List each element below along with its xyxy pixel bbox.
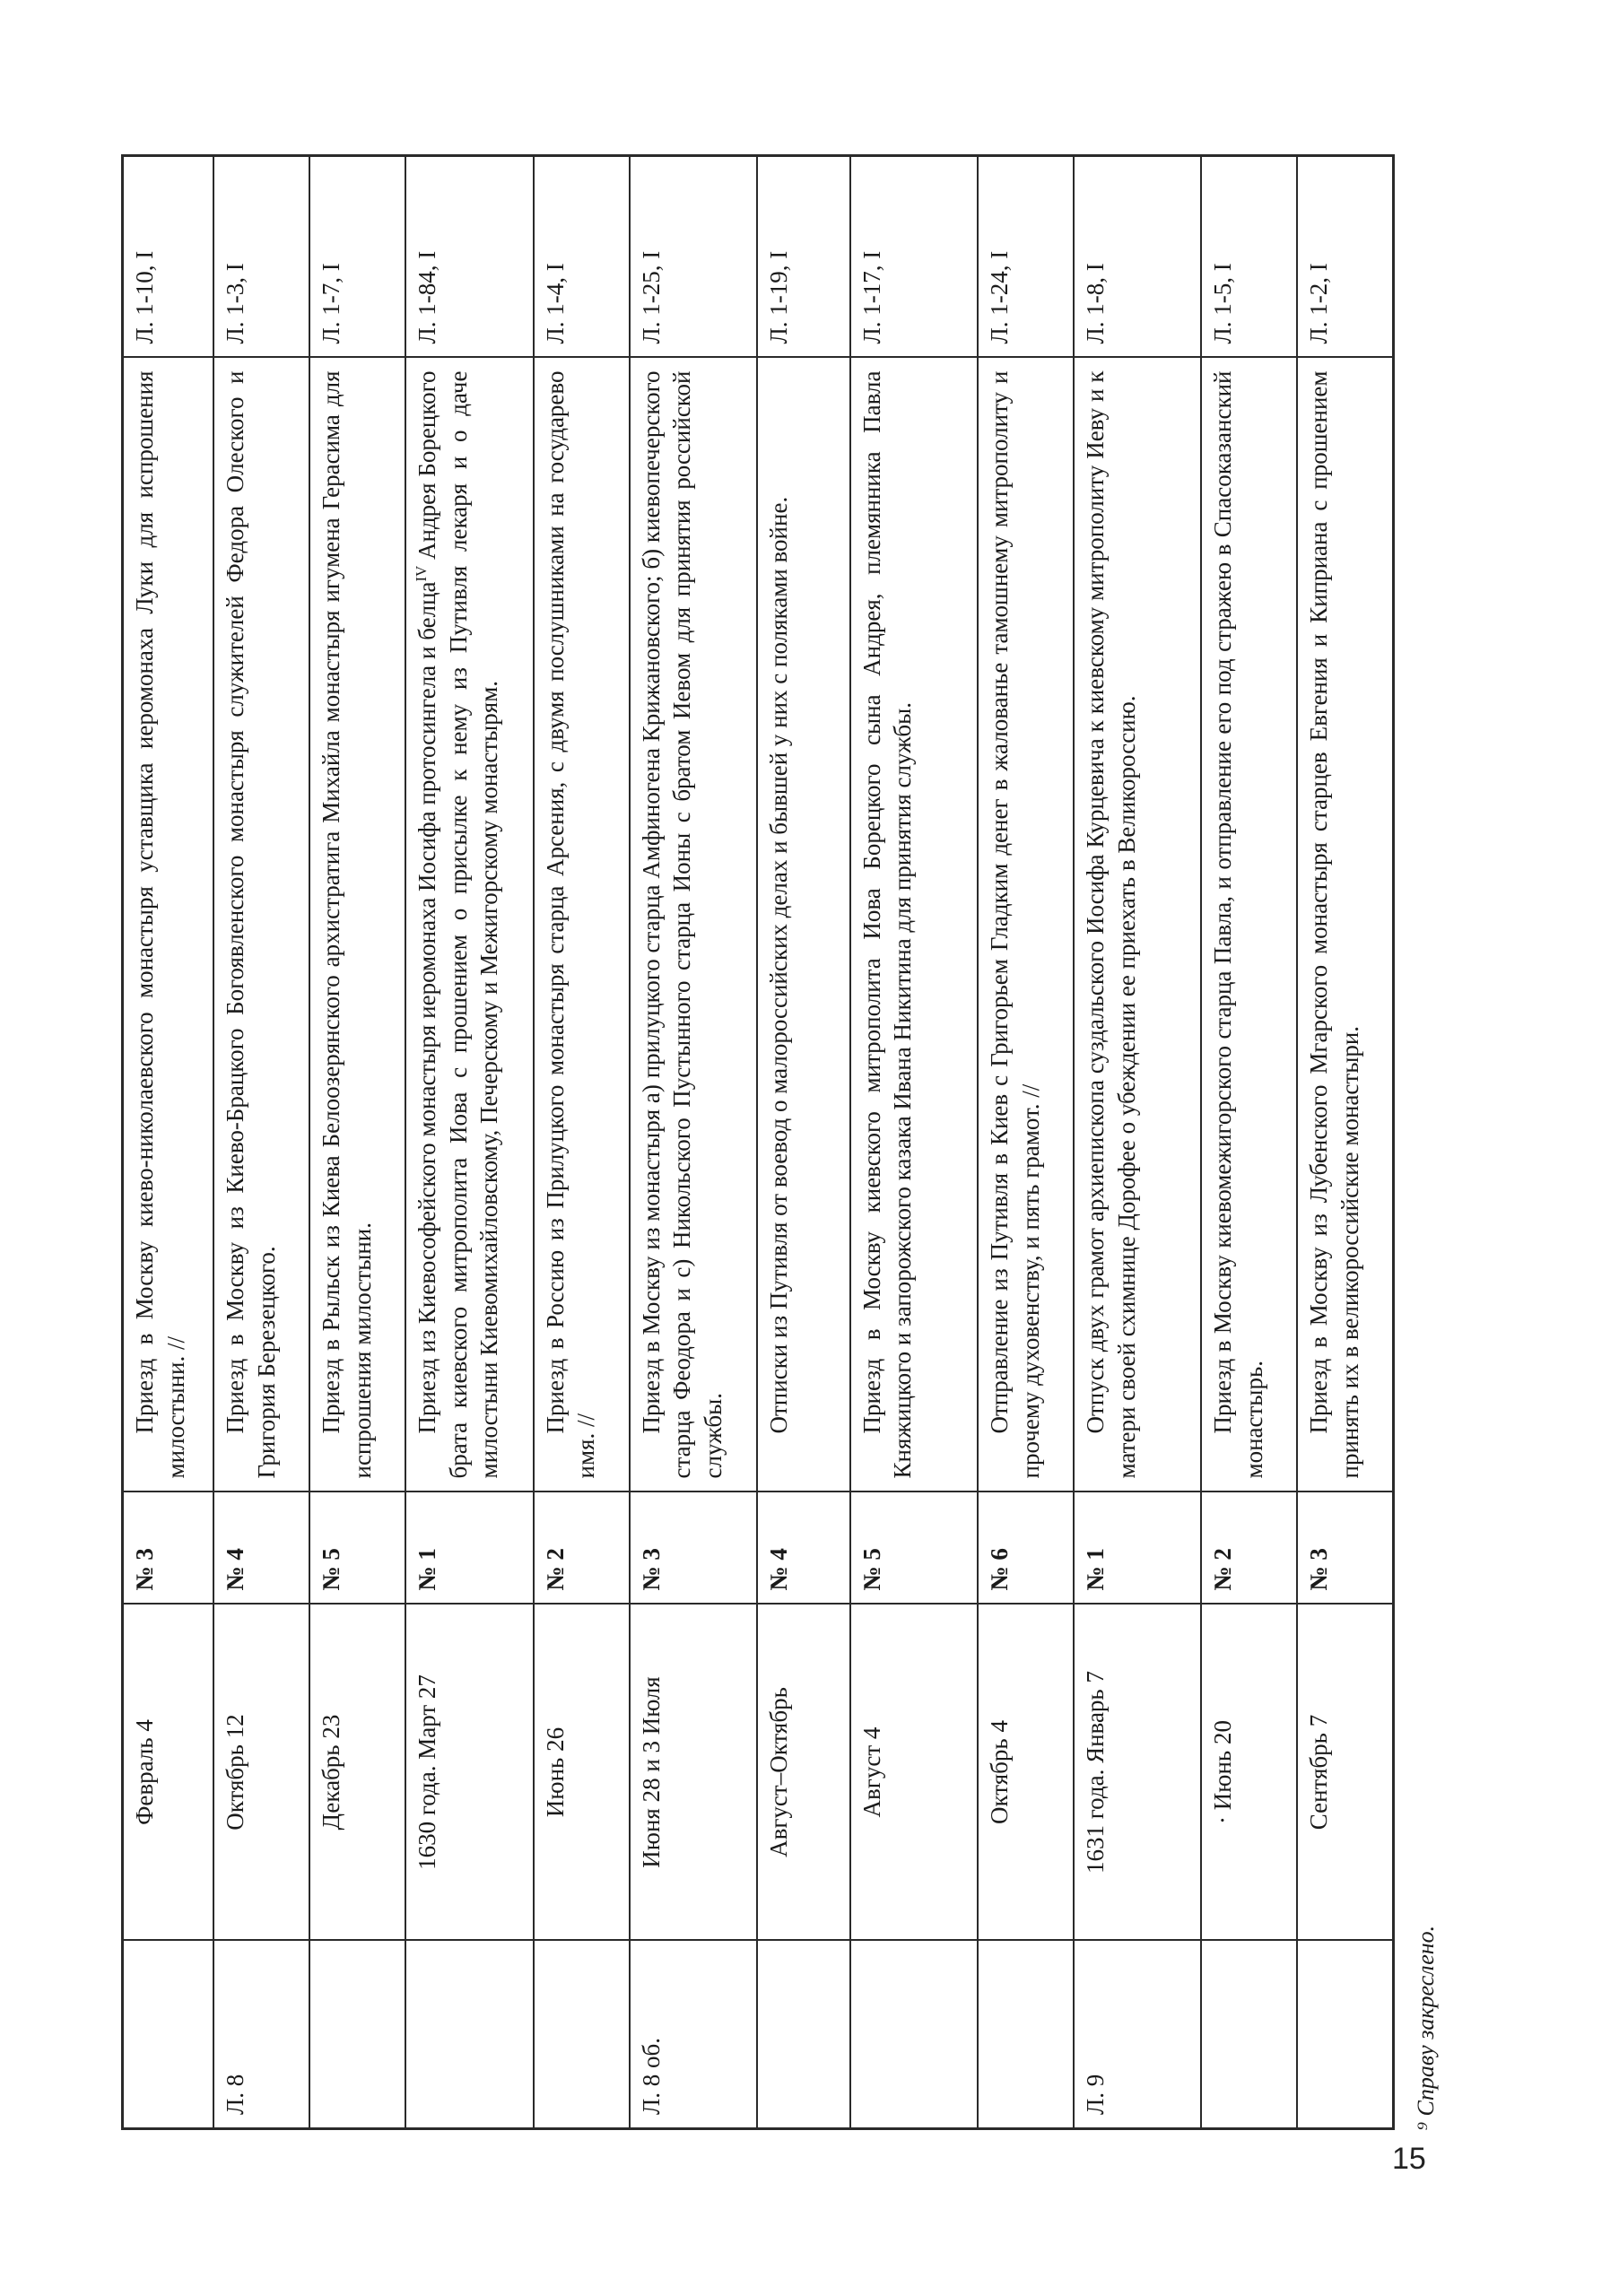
item-number-cell: № 4 [757,1492,850,1605]
table-row [978,156,1074,2129]
table-row [1201,156,1297,2129]
table-row [1074,156,1201,2129]
table-row [405,156,533,2129]
date-cell: 1631 года. Январь 7 [1074,1605,1201,1941]
folio-reference-cell: Л. 1-3, I [213,156,309,358]
item-number-cell: № 4 [213,1492,309,1605]
sheet-cell [534,1941,630,2129]
rotated-page-content [121,157,1484,2130]
item-number-cell: № 3 [123,1492,214,1605]
sheet-cell [1201,1941,1297,2129]
table-row [309,156,405,2129]
description-text: Приезд из Киевософейского монастыря иеромонаха Иосифа протосингела и белца [413,581,441,1434]
sheet-cell: Л. 8 [213,1941,309,2129]
item-number-cell: № 6 [978,1492,1074,1605]
sheet-cell [309,1941,405,2129]
table-row [757,156,850,2129]
date-cell: Сентябрь 7 [1297,1605,1393,1941]
item-number-cell: № 2 [534,1492,630,1605]
date-cell: Декабрь 23 [309,1605,405,1941]
sheet-cell [405,1941,533,2129]
description-cell: Приезд в Рыльск из Киева Белоозерянского архистратига Михайла монастыря игумена Герасима для испрошения милостыни. [309,358,405,1492]
item-number-cell: № 3 [630,1492,757,1605]
table-row [630,156,757,2129]
date-cell: Август 4 [850,1605,978,1941]
sheet-cell: Л. 8 об. [630,1941,757,2129]
folio-reference-cell: Л. 1-5, I [1201,156,1297,358]
footnote-marker: IV [413,565,431,582]
description-cell: Отпуск двух грамот архиепископа суздальского Иосифа Курцевича к киевскому митрополиту Иеву и к матери своей схимнице Дорофее о убеждении ее приехать в Великороссию. [1074,358,1201,1492]
item-number-cell: № 2 [1201,1492,1297,1605]
table-row [534,156,630,2129]
item-number-cell: № 5 [850,1492,978,1605]
description-cell: Приезд в Россию из Прилуцкого монастыря старца Арсения, с двумя послушниками на государево имя. // [534,358,630,1492]
sheet-cell [978,1941,1074,2129]
folio-reference-cell: Л. 1-10, I [123,156,214,358]
sheet-cell [757,1941,850,2129]
item-number-cell: № 1 [1074,1492,1201,1605]
description-cell [405,358,533,1492]
folio-reference-cell: Л. 1-2, I [1297,156,1393,358]
item-number-cell: № 1 [405,1492,533,1605]
date-cell: Август–Октябрь [757,1605,850,1941]
description-cell: Приезд в Москву из Лубенского Мгарского монастыря старцев Евгения и Киприана с прошением принять их в великороссийские монастыри. [1297,358,1393,1492]
date-cell: Октябрь 4 [978,1605,1074,1941]
date-cell: Июнь 26 [534,1605,630,1941]
folio-reference-cell: Л. 1-4, I [534,156,630,358]
description-cell: Приезд в Москву киево-николаевского монастыря уставщика иеромонаха Луки для испрошения милостыни. // [123,358,214,1492]
description-cell: Приезд в Москву из монастыря а) прилуцкого старца Амфиногена Крижановского; б) киевопечерского старца Феодора и с) Никольского Пустынного старца Ионы с братом Иевом для принятия российской службы. [630,358,757,1492]
description-cell: Приезд в Москву киевского митрополита Иова Борецкого сына Андрея, племянника Павла Княжицкого и запорожского казака Ивана Никитина для принятия службы. [850,358,978,1492]
date-cell: Февраль 4 [123,1605,214,1941]
table-row [1297,156,1393,2129]
item-number-cell: № 5 [309,1492,405,1605]
folio-reference-cell: Л. 1-84, I [405,156,533,358]
description-cell: Приезд в Москву из Киево-Брацкого Богоявленского монастыря служителей Федора Олеского и Григория Березецкого. [213,358,309,1492]
footnote: ⁹ Справу закреслено. [1413,1925,1439,2130]
date-cell: Июня 28 и 3 Июля [630,1605,757,1941]
date-cell: Октябрь 12 [213,1605,309,1941]
table-row [850,156,978,2129]
description-cell: Отправление из Путивля в Киев с Григорьем Гладким денег в жалованье тамошнему митрополиту и прочему духовенству, и пять грамот. // [978,358,1074,1492]
sheet-cell: Л. 9 [1074,1941,1201,2129]
folio-reference-cell: Л. 1-8, I [1074,156,1201,358]
folio-reference-cell: Л. 1-25, I [630,156,757,358]
sheet-cell [123,1941,214,2129]
folio-reference-cell: Л. 1-17, I [850,156,978,358]
description-cell: Приезд в Москву киевомежигорского старца Павла, и отправление его под стражею в Спасоказанский монастырь. [1201,358,1297,1492]
folio-reference-cell: Л. 1-19, I [757,156,850,358]
page-number: 15 [1392,2142,1426,2176]
item-number-cell: № 3 [1297,1492,1393,1605]
description-cell: Отписки из Путивля от воевод о малороссийских делах и бывшей у них с поляками войне. [757,358,850,1492]
folio-reference-cell: Л. 1-24, I [978,156,1074,358]
table-row [213,156,309,2129]
archive-register-table [121,154,1395,2130]
description-text-continued: Андрея Борецкого брата киевского митрополита Иова с прошением о присылке к нему из Путивля лекаря и о даче милостыни Киевомихайловскому, Печерскому и Межигорскому монастырям. [413,370,503,1479]
folio-reference-cell: Л. 1-7, I [309,156,405,358]
sheet-cell [850,1941,978,2129]
date-cell: 1630 года. Март 27 [405,1605,533,1941]
table-row [123,156,214,2129]
sheet-cell [1297,1941,1393,2129]
date-cell: · Июнь 20 [1201,1605,1297,1941]
